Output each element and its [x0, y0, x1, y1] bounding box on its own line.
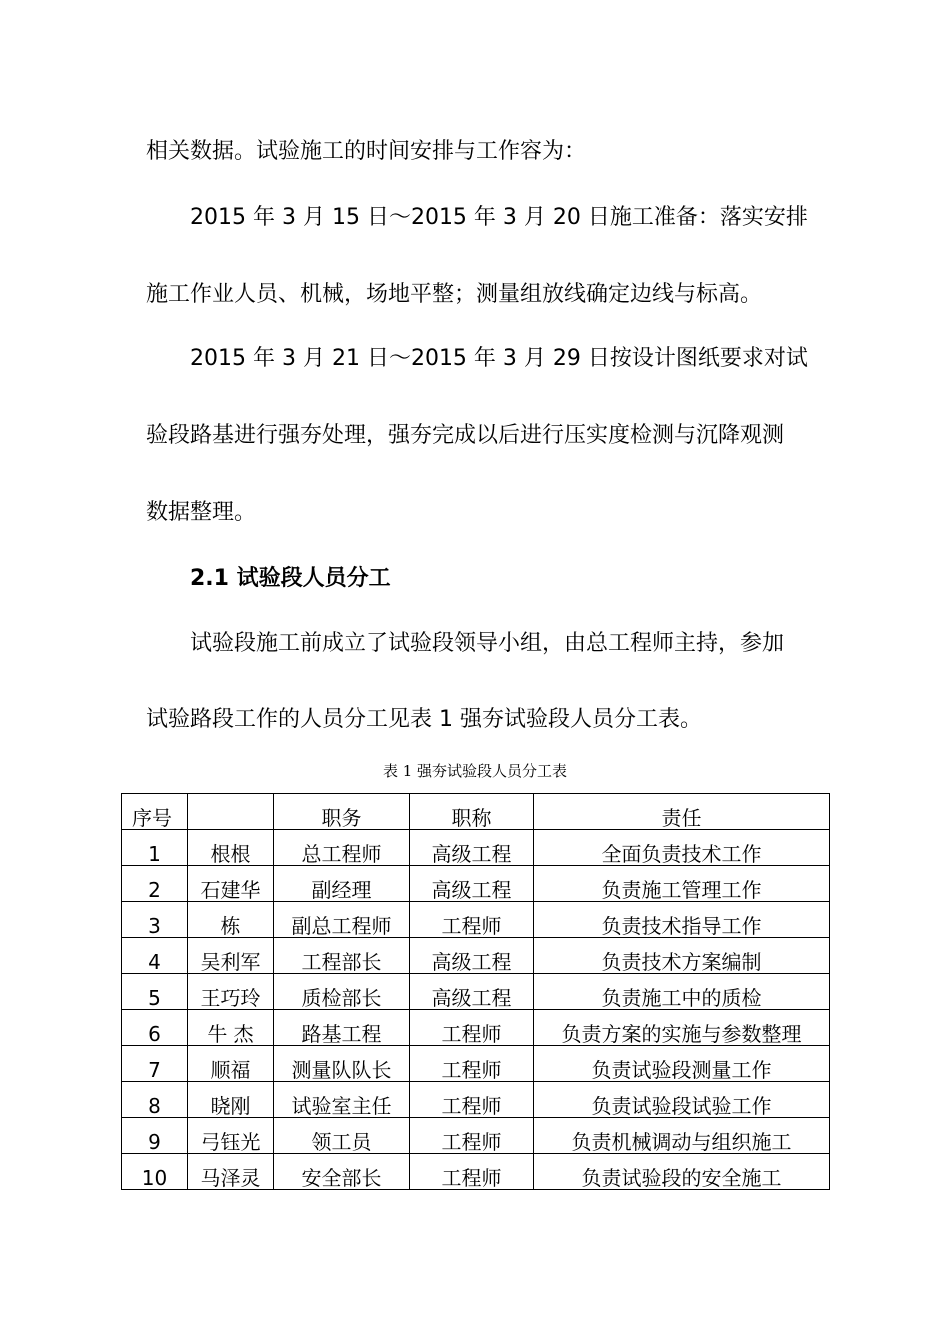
- row-index: 9: [122, 1118, 188, 1154]
- row-responsibility: 负责技术方案编制: [534, 938, 830, 974]
- row-position: 副经理: [274, 866, 410, 902]
- row-title: 工程师: [410, 1010, 534, 1046]
- table-row: [122, 974, 830, 1010]
- row-responsibility: 负责试验段测量工作: [534, 1046, 830, 1082]
- row-responsibility: 负责技术指导工作: [534, 902, 830, 938]
- paragraph-line: 试验段施工前成立了试验段领导小组，由总工程师主持，参加: [190, 631, 785, 656]
- section-heading: 2.1 试验段人员分工: [190, 566, 391, 591]
- row-responsibility: 负责试验段的安全施工: [534, 1154, 830, 1190]
- row-position: 领工员: [274, 1118, 410, 1154]
- row-position: 总工程师: [274, 830, 410, 866]
- row-name: 根根: [188, 830, 274, 866]
- row-index: 7: [122, 1046, 188, 1082]
- table-row: [122, 1010, 830, 1046]
- row-position: 测量队队长: [274, 1046, 410, 1082]
- table-row: [122, 866, 830, 902]
- row-title: 高级工程: [410, 938, 534, 974]
- paragraph-line: 验段路基进行强夯处理，强夯完成以后进行压实度检测与沉降观测: [146, 423, 785, 448]
- header-index: 序号: [122, 794, 188, 830]
- row-name: 顺福: [188, 1046, 274, 1082]
- row-title: 工程师: [410, 1118, 534, 1154]
- row-title: 工程师: [410, 1046, 534, 1082]
- row-index: 6: [122, 1010, 188, 1046]
- paragraph-line: 试验路段工作的人员分工见表 1 强夯试验段人员分工表。: [146, 707, 702, 732]
- row-position: 试验室主任: [274, 1082, 410, 1118]
- row-responsibility: 负责试验段试验工作: [534, 1082, 830, 1118]
- table-row: [122, 1046, 830, 1082]
- row-title: 高级工程: [410, 830, 534, 866]
- row-name: 吴利军: [188, 938, 274, 974]
- table-row: [122, 1154, 830, 1190]
- row-position: 副总工程师: [274, 902, 410, 938]
- table-row: [122, 1082, 830, 1118]
- table-row: [122, 1118, 830, 1154]
- row-title: 高级工程: [410, 974, 534, 1010]
- table-row: [122, 902, 830, 938]
- row-responsibility: 负责方案的实施与参数整理: [534, 1010, 830, 1046]
- paragraph-line: 2015 年 3 月 15 日～2015 年 3 月 20 日施工准备：落实安排: [190, 205, 808, 230]
- row-name: 牛 杰: [188, 1010, 274, 1046]
- row-title: 工程师: [410, 902, 534, 938]
- header-position: 职务: [274, 794, 410, 830]
- row-index: 1: [122, 830, 188, 866]
- row-name: 栋: [188, 902, 274, 938]
- row-name: 晓刚: [188, 1082, 274, 1118]
- row-index: 3: [122, 902, 188, 938]
- row-title: 工程师: [410, 1082, 534, 1118]
- header-name: [188, 794, 274, 830]
- row-responsibility: 负责机械调动与组织施工: [534, 1118, 830, 1154]
- paragraph-line: 2015 年 3 月 21 日～2015 年 3 月 29 日按设计图纸要求对试: [190, 346, 808, 371]
- row-index: 4: [122, 938, 188, 974]
- row-index: 8: [122, 1082, 188, 1118]
- row-responsibility: 负责施工中的质检: [534, 974, 830, 1010]
- row-index: 10: [122, 1154, 188, 1190]
- row-index: 5: [122, 974, 188, 1010]
- table-header-row: [122, 794, 830, 830]
- row-name: 弓钰光: [188, 1118, 274, 1154]
- row-responsibility: 负责施工管理工作: [534, 866, 830, 902]
- row-position: 质检部长: [274, 974, 410, 1010]
- row-name: 马泽灵: [188, 1154, 274, 1190]
- row-position: 路基工程: [274, 1010, 410, 1046]
- row-name: 石建华: [188, 866, 274, 902]
- table-caption: 表 1 强夯试验段人员分工表: [382, 762, 568, 780]
- row-position: 工程部长: [274, 938, 410, 974]
- paragraph-line: 数据整理。: [146, 500, 257, 525]
- paragraph-line: 相关数据。试验施工的时间安排与工作容为：: [146, 139, 587, 164]
- table-row: [122, 830, 830, 866]
- row-responsibility: 全面负责技术工作: [534, 830, 830, 866]
- header-title: 职称: [410, 794, 534, 830]
- table-row: [122, 938, 830, 974]
- row-title: 高级工程: [410, 866, 534, 902]
- staff-table: [121, 793, 830, 1190]
- row-name: 王巧玲: [188, 974, 274, 1010]
- row-index: 2: [122, 866, 188, 902]
- row-title: 工程师: [410, 1154, 534, 1190]
- row-position: 安全部长: [274, 1154, 410, 1190]
- header-responsibility: 责任: [534, 794, 830, 830]
- paragraph-line: 施工作业人员、机械，场地平整；测量组放线确定边线与标高。: [146, 282, 763, 307]
